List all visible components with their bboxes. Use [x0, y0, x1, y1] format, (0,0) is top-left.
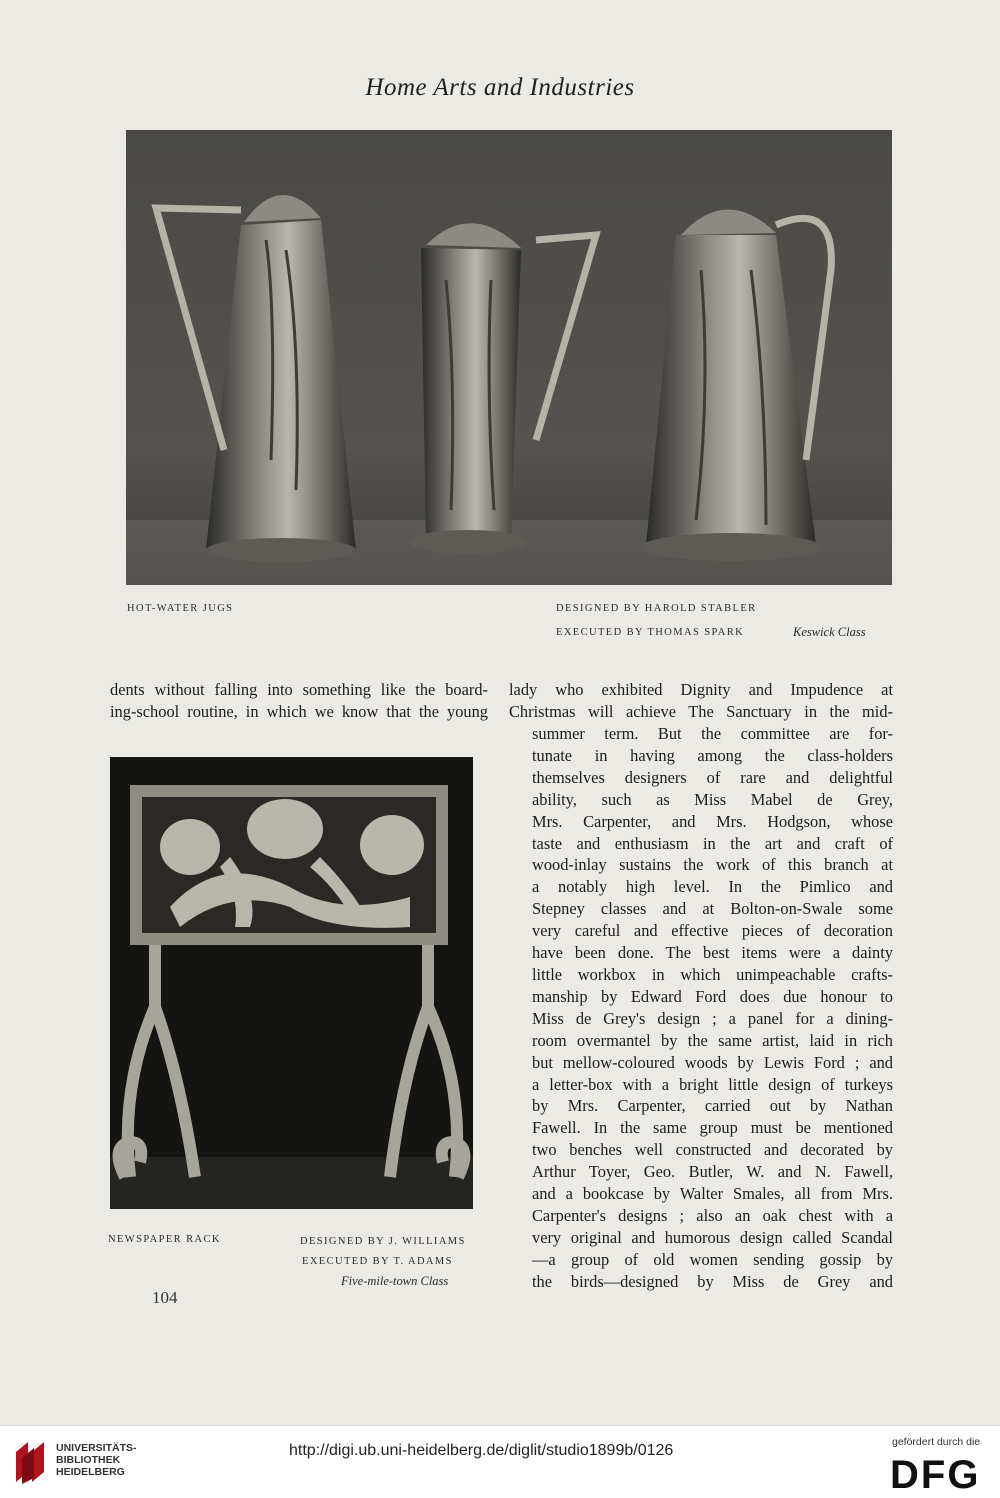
text-line: wood-inlay sustains the work of this branch at	[532, 855, 893, 875]
jugs-caption-designer: DESIGNED BY HAROLD STABLER	[556, 603, 757, 614]
left-column-text	[110, 679, 488, 723]
text-line: manship by Edward Ford does due honour to	[532, 986, 893, 1006]
text-line: room overmantel by the same artist, laid in rich	[532, 1030, 893, 1050]
permalink-url[interactable]: http://digi.ub.uni-heidelberg.de/diglit/studio1899b/0126	[289, 1442, 674, 1459]
text-line: dents without falling into something like the board-	[110, 680, 488, 699]
text-line: Fawell. In the same group must be mentioned	[532, 1118, 893, 1138]
text-line: ability, such as Miss Mabel de Grey,	[532, 789, 893, 809]
jugs-illustration	[126, 130, 892, 585]
rack-caption-class: Five-mile-town Class	[341, 1274, 449, 1288]
text-line: Miss de Grey's design ; a panel for a dining-	[532, 1008, 893, 1028]
photo-hot-water-jugs	[126, 130, 892, 585]
text-line: have been done. The best items were a dainty	[532, 943, 893, 963]
text-line: Christmas will achieve The Sanctuary in the mid-	[509, 701, 893, 721]
right-column-text	[532, 723, 893, 1293]
text-line: the birds—designed by Miss de Grey and	[532, 1271, 893, 1291]
right-column-top	[509, 679, 893, 723]
university-library-logo-icon	[12, 1438, 50, 1486]
text-line: Arthur Toyer, Geo. Butler, W. and N. Fawell,	[532, 1162, 893, 1182]
jugs-caption-class: Keswick Class	[793, 625, 866, 639]
text-line: very original and humorous design called Scandal	[532, 1227, 893, 1247]
text-line: a letter-box with a bright little design of turkeys	[532, 1074, 893, 1094]
funding-note: gefördert durch die	[892, 1436, 981, 1448]
text-line: Mrs. Carpenter, and Mrs. Hodgson, whose	[532, 811, 893, 831]
library-name	[56, 1442, 137, 1478]
library-name-line: HEIDELBERG	[56, 1466, 125, 1478]
text-line: a notably high level. In the Pimlico and	[532, 877, 893, 897]
text-line: summer term. But the committee are for-	[532, 724, 893, 743]
text-line: tunate in having among the class-holders	[532, 745, 893, 765]
running-head: Home Arts and Industries	[365, 74, 635, 101]
photo-newspaper-rack	[110, 757, 473, 1209]
text-line: Stepney classes and at Bolton-on-Swale some	[532, 899, 893, 919]
digitization-footer	[0, 1425, 1000, 1498]
rack-caption-designer: DESIGNED BY J. WILLIAMS	[300, 1236, 466, 1247]
text-line: but mellow-coloured woods by Lewis Ford ; and	[532, 1052, 893, 1072]
rack-caption-title: NEWSPAPER RACK	[108, 1234, 221, 1245]
text-line: —a group of old women sending gossip by	[532, 1249, 893, 1269]
rack-caption-executor: EXECUTED BY T. ADAMS	[302, 1256, 453, 1267]
jugs-caption-title: HOT-WATER JUGS	[127, 603, 234, 614]
text-line: ing-school routine, in which we know that the young	[110, 701, 488, 721]
library-name-line: UNIVERSITÄTS-	[56, 1442, 137, 1454]
text-line: and a bookcase by Walter Smales, all from Mrs.	[532, 1184, 893, 1204]
text-line: taste and enthusiasm in the art and craft of	[532, 833, 893, 853]
text-line: little workbox in which unimpeachable crafts-	[532, 964, 893, 984]
text-line: lady who exhibited Dignity and Impudence at	[509, 680, 893, 699]
text-line: by Mrs. Carpenter, carried out by Nathan	[532, 1096, 893, 1116]
library-name-line: BIBLIOTHEK	[56, 1454, 121, 1466]
text-line: Carpenter's designs ; also an oak chest with a	[532, 1205, 893, 1225]
text-line: themselves designers of rare and delightful	[532, 767, 893, 787]
rack-illustration	[110, 757, 473, 1209]
dfg-logo: DFG	[890, 1453, 981, 1497]
text-line: two benches well constructed and decorated by	[532, 1140, 893, 1160]
jugs-caption-executor: EXECUTED BY THOMAS SPARK	[556, 627, 745, 638]
text-line: very careful and effective pieces of decoration	[532, 921, 893, 941]
page-number: 104	[152, 1288, 178, 1307]
